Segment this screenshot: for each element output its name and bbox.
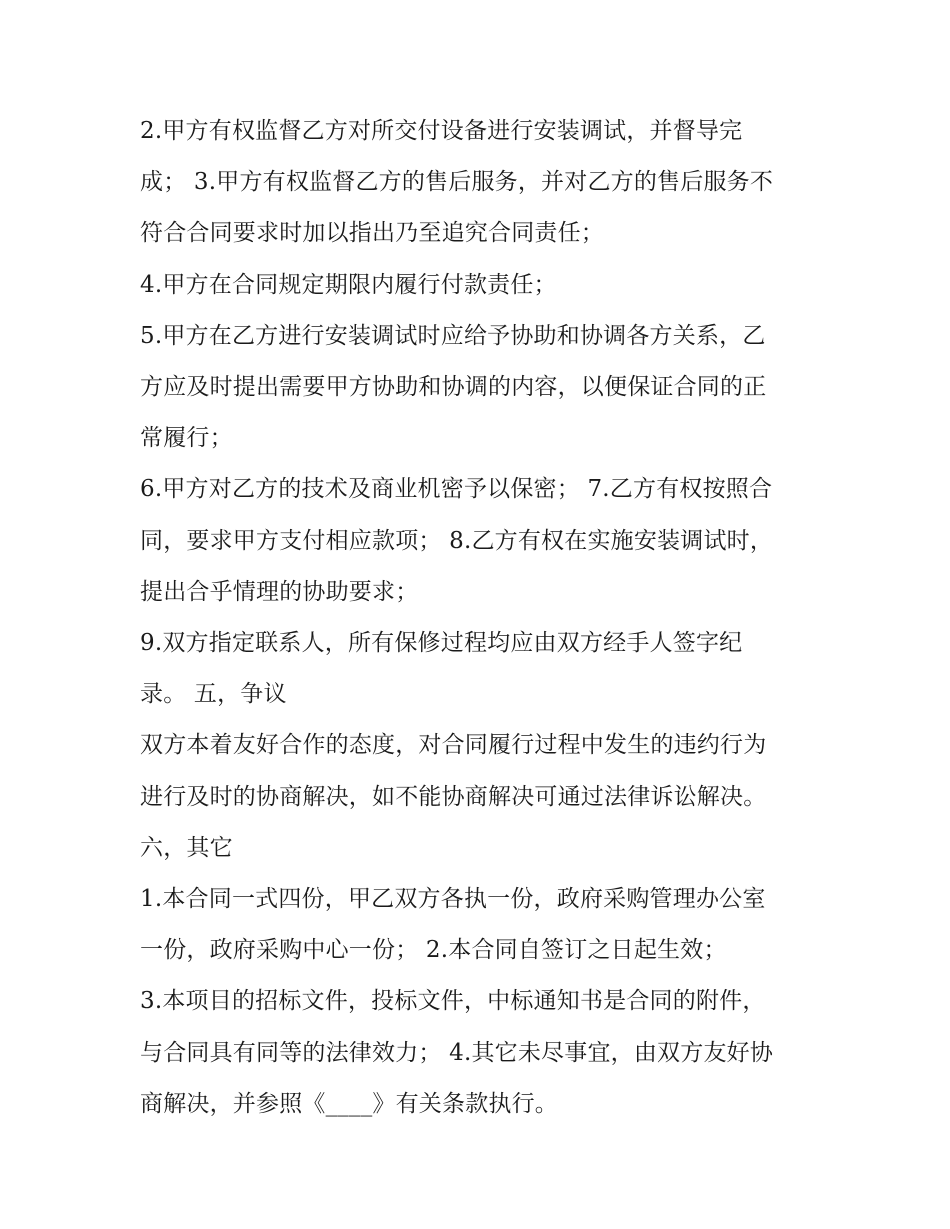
text-line-20: 商解决，并参照《____》有关条款执行。	[140, 1090, 558, 1117]
text-line-9: 同，要求甲方支付相应款项； 8.乙方有权在实施安装调试时，	[140, 527, 774, 554]
text-line-2: 成； 3.甲方有权监督乙方的售后服务，并对乙方的售后服务不	[140, 169, 774, 196]
text-line-14: 进行及时的协商解决，如不能协商解决可通过法律诉讼解决。	[140, 783, 767, 810]
text-line-13: 双方本着友好合作的态度，对合同履行过程中发生的违约行为	[140, 732, 767, 759]
text-line-3: 符合合同要求时加以指出乃至追究合同责任；	[140, 220, 604, 247]
text-line-10: 提出合乎情理的协助要求；	[140, 578, 419, 605]
text-line-11: 9.双方指定联系人，所有保修过程均应由双方经手人签字纪	[140, 630, 743, 657]
text-line-6: 方应及时提出需要甲方协助和协调的内容，以便保证合同的正	[140, 374, 767, 401]
text-line-19: 与合同具有同等的法律效力； 4.其它未尽事宜，由双方友好协	[140, 1039, 774, 1066]
text-line-4: 4.甲方在合同规定期限内履行付款责任；	[140, 271, 557, 298]
text-line-18: 3.本项目的招标文件，投标文件，中标通知书是合同的附件，	[140, 988, 766, 1015]
text-line-1: 2.甲方有权监督乙方对所交付设备进行安装调试，并督导完	[140, 118, 743, 144]
text-line-17: 一份，政府采购中心一份； 2.本合同自签订之日起生效；	[140, 937, 727, 964]
text-line-7: 常履行；	[140, 425, 233, 452]
text-line-15: 六，其它	[140, 834, 233, 861]
text-line-5: 5.甲方在乙方进行安装调试时应给予协助和协调各方关系，乙	[140, 322, 766, 349]
text-line-8: 6.甲方对乙方的技术及商业机密予以保密； 7.乙方有权按照合	[140, 476, 773, 503]
text-line-12: 录。 五，争议	[140, 681, 287, 708]
document-body	[140, 106, 820, 1130]
text-line-16: 1.本合同一式四份，甲乙双方各执一份，政府采购管理办公室	[140, 886, 766, 913]
